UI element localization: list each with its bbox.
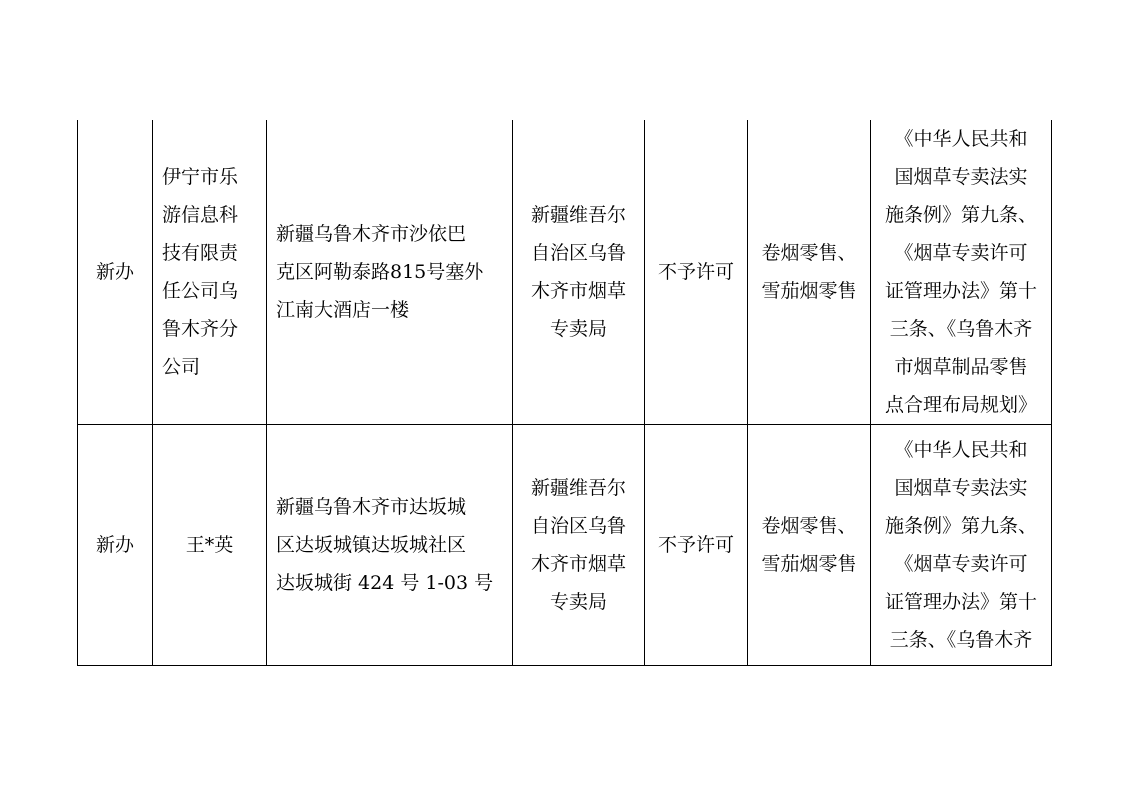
table-row bbox=[78, 425, 1052, 666]
business-address-cell: 新疆乌鲁木齐市达坂城 区达坂城镇达坂城社区 达坂城街 424 号 1-03 号 bbox=[267, 425, 513, 666]
authority-cell: 新疆维吾尔 自治区乌鲁 木齐市烟草 专卖局 bbox=[513, 425, 645, 666]
legal-basis-cell: 《中华人民共和 国烟草专卖法实 施条例》第九条、 《烟草专卖许可 证管理办法》第十 三条、《乌鲁木齐 市烟草制品零售 点合理布局规划》 bbox=[871, 120, 1052, 425]
license-decision-table bbox=[77, 120, 1052, 666]
legal-basis-cell: 《中华人民共和 国烟草专卖法实 施条例》第九条、 《烟草专卖许可 证管理办法》第十 三条、《乌鲁木齐 bbox=[871, 425, 1052, 666]
application-type-cell: 新办 bbox=[78, 120, 153, 425]
applicant-name-cell: 王*英 bbox=[153, 425, 267, 666]
business-scope-cell: 卷烟零售、 雪茄烟零售 bbox=[748, 425, 871, 666]
applicant-name-cell: 伊宁市乐 游信息科 技有限责 任公司乌 鲁木齐分 公司 bbox=[153, 120, 267, 425]
decision-cell: 不予许可 bbox=[645, 120, 748, 425]
authority-cell: 新疆维吾尔 自治区乌鲁 木齐市烟草 专卖局 bbox=[513, 120, 645, 425]
table-row bbox=[78, 120, 1052, 425]
business-address-cell: 新疆乌鲁木齐市沙依巴 克区阿勒泰路815号塞外 江南大酒店一楼 bbox=[267, 120, 513, 425]
decision-cell: 不予许可 bbox=[645, 425, 748, 666]
application-type-cell: 新办 bbox=[78, 425, 153, 666]
business-scope-cell: 卷烟零售、 雪茄烟零售 bbox=[748, 120, 871, 425]
